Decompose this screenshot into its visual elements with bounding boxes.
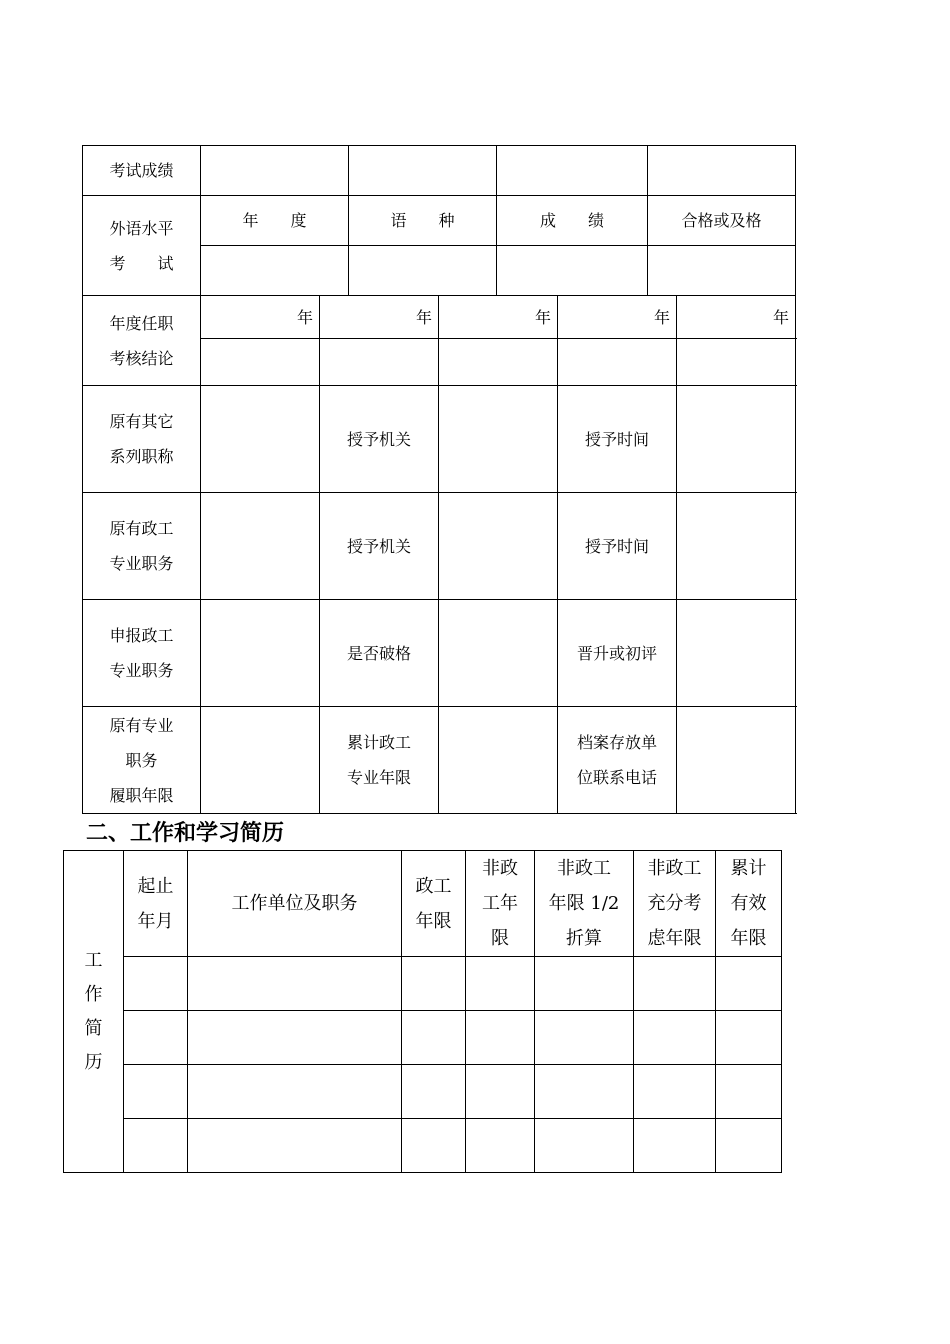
annual-review-label-line2: 考核结论 [109,348,174,368]
table-row [64,1119,782,1173]
row-non-polit-half-cell[interactable] [535,1065,634,1119]
work-history-side-label [64,851,124,1173]
row-non-polit-full-cell[interactable] [634,1065,716,1119]
row-period-cell[interactable] [124,1011,188,1065]
work-history-table [63,850,782,1173]
archive-phone-input[interactable] [677,707,796,814]
annual-review-result-5[interactable] [677,339,796,386]
existing-polit-grant-org-input[interactable] [439,493,558,600]
cumulative-years-label-line2: 专业年限 [346,768,411,787]
foreign-language-header-language: 语 种 [349,196,497,246]
side-label-char-4: 历 [84,1051,103,1073]
row-polit-years-cell[interactable] [402,1065,466,1119]
foreign-language-label-line2: 考 试 [109,253,174,273]
row-non-polit-years-cell[interactable] [466,1011,535,1065]
row-polit-years-cell[interactable] [402,957,466,1011]
header-polit-years [402,851,466,957]
header-non-polit-years-line1: 非政 [482,858,518,879]
row-non-polit-half-cell[interactable] [535,1011,634,1065]
cumulative-years-label [320,707,439,814]
annual-review-result-1[interactable] [201,339,320,386]
personal-qualification-table [82,145,796,814]
row-non-polit-years-cell[interactable] [466,957,535,1011]
header-polit-years-line1: 政工 [415,875,452,897]
header-period [124,851,188,957]
foreign-language-year-input[interactable] [201,246,349,296]
row-period-cell[interactable] [124,1065,188,1119]
other-title-label [83,386,201,493]
side-label-char-2: 作 [84,983,103,1005]
apply-polit-post-label [83,600,201,707]
row-unit-cell[interactable] [188,1065,402,1119]
row-non-polit-years-cell[interactable] [466,1119,535,1173]
prof-tenure-label [83,707,201,814]
section-title: 二、工作和学习简历 [86,821,285,846]
annual-review-label [83,296,201,386]
header-non-polit-half-line1: 非政工 [557,858,611,879]
annual-review-result-2[interactable] [320,339,439,386]
header-non-polit-years-line3: 限 [491,928,509,949]
table-row [64,1011,782,1065]
row-period-cell[interactable] [124,1119,188,1173]
apply-exceptional-input[interactable] [439,600,558,707]
exam-score-cell-2[interactable] [349,146,497,196]
foreign-language-language-input[interactable] [349,246,497,296]
archive-phone-label-line2: 位联系电话 [576,768,657,787]
row-cumulative-cell[interactable] [716,957,782,1011]
archive-phone-label-line1: 档案存放单 [576,733,657,752]
annual-review-year-3[interactable]: 年 [439,296,558,339]
existing-polit-post-label-line2: 专业职务 [109,554,174,573]
cumulative-years-label-line1: 累计政工 [346,733,411,752]
other-title-grant-time-label: 授予时间 [558,386,677,493]
side-label-char-3: 简 [84,1017,103,1039]
row-unit-cell[interactable] [188,1119,402,1173]
apply-polit-post-label-line1: 申报政工 [109,626,174,645]
annual-review-year-2[interactable]: 年 [320,296,439,339]
header-non-polit-half-line3: 折算 [566,928,602,949]
existing-polit-grant-time-label: 授予时间 [558,493,677,600]
table-row [64,957,782,1011]
annual-review-year-1[interactable]: 年 [201,296,320,339]
foreign-language-score-input[interactable] [497,246,648,296]
foreign-language-label-line1: 外语水平 [109,218,174,238]
header-polit-years-line2: 年限 [415,910,452,932]
annual-review-result-3[interactable] [439,339,558,386]
other-title-grant-org-label: 授予机关 [320,386,439,493]
foreign-language-header-score: 成 绩 [497,196,648,246]
side-label-char-1: 工 [84,949,103,971]
annual-review-year-5[interactable]: 年 [677,296,796,339]
header-non-polit-full-line1: 非政工 [647,858,702,879]
foreign-language-label [83,196,201,296]
prof-tenure-label-line3: 履职年限 [109,785,174,805]
foreign-language-header-year: 年 度 [201,196,349,246]
annual-review-label-line1: 年度任职 [109,313,174,333]
row-polit-years-cell[interactable] [402,1119,466,1173]
apply-polit-post-input[interactable] [201,600,320,707]
apply-promote-input[interactable] [677,600,796,707]
row-non-polit-half-cell[interactable] [535,957,634,1011]
row-unit-cell[interactable] [188,1011,402,1065]
header-non-polit-half [535,851,634,957]
header-non-polit-full [634,851,716,957]
row-period-cell[interactable] [124,957,188,1011]
existing-polit-post-label [83,493,201,600]
existing-polit-post-label-line1: 原有政工 [109,519,174,538]
header-unit: 工作单位及职务 [188,851,402,957]
row-non-polit-full-cell[interactable] [634,1011,716,1065]
header-cumulative [716,851,782,957]
row-non-polit-half-cell[interactable] [535,1119,634,1173]
apply-promote-label: 晋升或初评 [558,600,677,707]
apply-exceptional-label: 是否破格 [320,600,439,707]
archive-phone-label [558,707,677,814]
annual-review-result-4[interactable] [558,339,677,386]
other-title-label-line2: 系列职称 [109,447,174,466]
annual-review-year-4[interactable]: 年 [558,296,677,339]
table-row [64,1065,782,1119]
exam-score-cell-1[interactable] [201,146,349,196]
row-non-polit-full-cell[interactable] [634,957,716,1011]
header-period-line1: 起止 [137,875,174,897]
prof-tenure-label-line2: 职务 [125,750,158,770]
header-cumulative-line2: 有效 [730,893,767,914]
row-cumulative-cell[interactable] [716,1065,782,1119]
other-title-grant-org-input[interactable] [439,386,558,493]
row-polit-years-cell[interactable] [402,1011,466,1065]
cumulative-years-input[interactable] [439,707,558,814]
header-non-polit-half-line2: 年限 1/2 [548,893,620,914]
header-cumulative-line3: 年限 [730,928,767,949]
header-cumulative-line1: 累计 [730,858,767,879]
header-non-polit-full-line2: 充分考 [647,893,702,914]
other-title-label-line1: 原有其它 [109,412,174,431]
exam-score-cell-4[interactable] [648,146,796,196]
header-non-polit-years [466,851,535,957]
other-title-input[interactable] [201,386,320,493]
header-period-line2: 年月 [137,910,174,932]
foreign-language-pass-input[interactable] [648,246,796,296]
header-non-polit-years-line2: 工年 [482,893,518,914]
other-title-grant-time-input[interactable] [677,386,796,493]
row-cumulative-cell[interactable] [716,1011,782,1065]
exam-score-label: 考试成绩 [83,146,201,196]
existing-polit-grant-time-input[interactable] [677,493,796,600]
existing-polit-grant-org-label: 授予机关 [320,493,439,600]
row-non-polit-years-cell[interactable] [466,1065,535,1119]
header-non-polit-full-line3: 虑年限 [647,928,702,949]
foreign-language-header-pass: 合格或及格 [648,196,796,246]
apply-polit-post-label-line2: 专业职务 [109,661,174,680]
prof-tenure-input[interactable] [201,707,320,814]
row-cumulative-cell[interactable] [716,1119,782,1173]
row-non-polit-full-cell[interactable] [634,1119,716,1173]
prof-tenure-label-line1: 原有专业 [109,715,174,735]
existing-polit-post-input[interactable] [201,493,320,600]
exam-score-cell-3[interactable] [497,146,648,196]
row-unit-cell[interactable] [188,957,402,1011]
